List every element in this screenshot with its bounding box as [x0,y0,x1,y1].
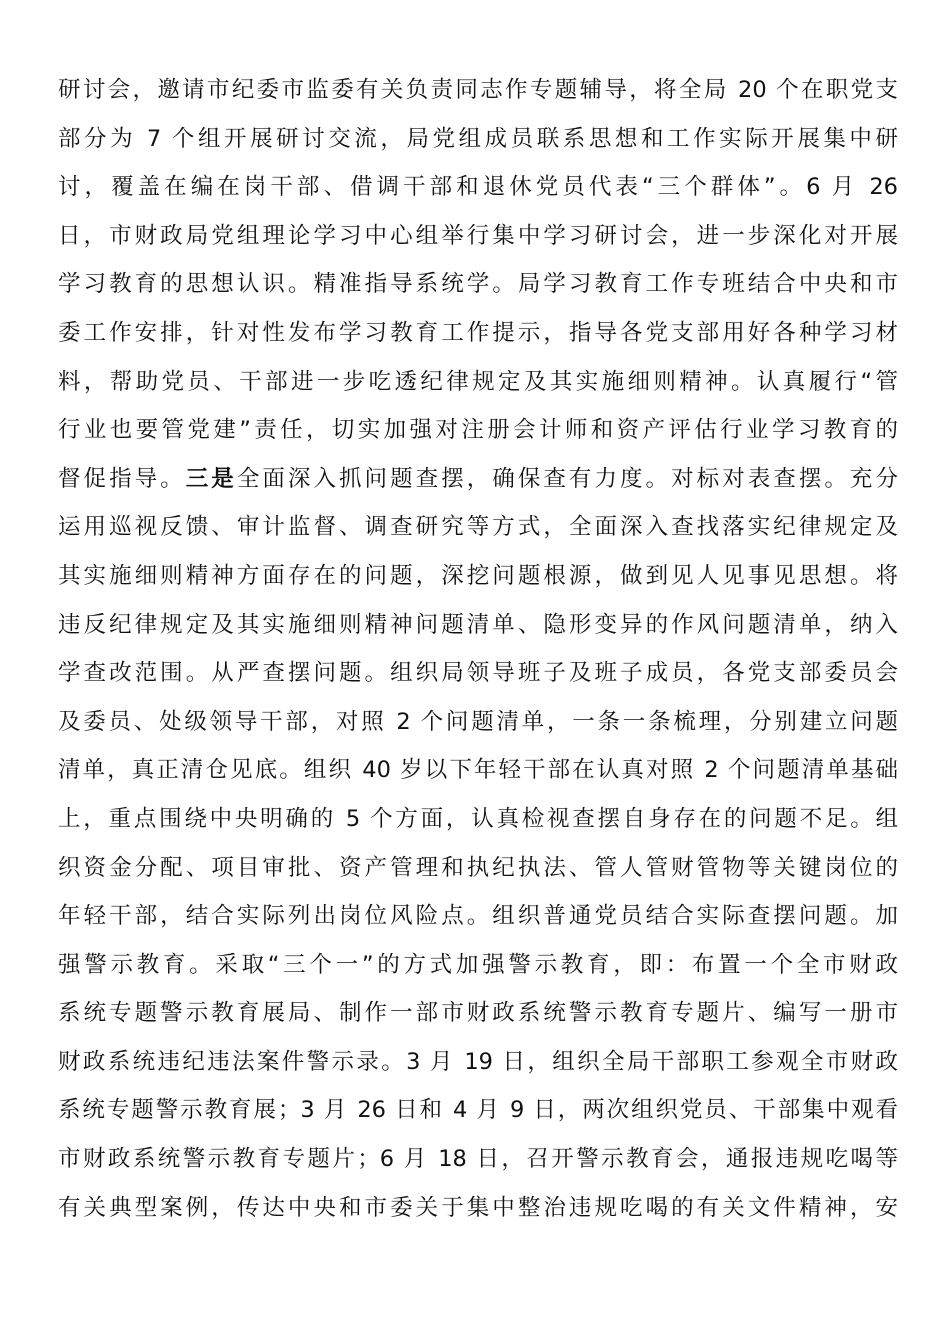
text-line-15: 清单，真正清仓见底。组织 40 岁以下年轻干部在认真对照 2 个问题清单基础 [58,757,898,784]
text-line-16: 上，重点围绕中央明确的 5 个方面，认真检视查摆自身存在的问题不足。组 [58,805,898,832]
text-line-20: 系统专题警示教育展局、制作一部市财政系统警示教育专题片、编写一册市 [58,1000,898,1027]
text-line-11: 其实施细则精神方面存在的问题，深挖问题根源，做到见人见事见思想。将 [58,562,898,589]
text-line-2: 部分为 7 个组开展研讨交流，局党组成员联系思想和工作实际开展集中研 [58,125,898,152]
text-line-22: 系统专题警示教育展；3 月 26 日和 4 月 9 日，两次组织党员、干部集中观看 [58,1097,898,1124]
text-line-1: 研讨会，邀请市纪委市监委有关负责同志作专题辅导，将全局 20 个在职党支 [58,77,898,103]
text-line-24: 有关典型案例，传达中央和市委关于集中整治违规吃喝的有关文件精神，安 [58,1194,898,1221]
text-line-8: 行业也要管党建”责任，切实加强对注册会计师和资产评估行业学习教育的 [58,417,898,444]
text-line-18: 年轻干部，结合实际列出岗位风险点。组织普通党员结合实际查摆问题。加 [58,903,898,930]
text-line-5: 学习教育的思想认识。精准指导系统学。局学习教育工作专班结合中央和市 [58,271,898,298]
body-text [58,66,898,1232]
text-line-12: 违反纪律规定及其实施细则精神问题清单、隐形变异的作风问题清单，纳入 [58,611,898,638]
text-line-10: 运用巡视反馈、审计监督、调查研究等方式，全面深入查找落实纪律规定及 [58,514,898,541]
text-line-23: 市财政系统警示教育专题片；6 月 18 日，召开警示教育会，通报违规吃喝等 [58,1146,898,1173]
text-line-3: 讨，覆盖在编在岗干部、借调干部和退休党员代表“三个群体”。6 月 26 [58,174,898,201]
text-line-9-end: 全面深入抓问题查摆，确保查有力度。对标对表查摆。充分 [236,465,898,492]
section-marker-bold: 三是 [185,465,237,492]
text-line-6: 委工作安排，针对性发布学习教育工作提示，指导各党支部用好各种学习材 [58,319,898,346]
text-line-9 [58,455,898,504]
text-line-9-start: 督促指导。 [58,465,186,492]
text-line-19: 强警示教育。采取“三个一”的方式加强警示教育，即：布置一个全市财政 [58,951,898,978]
text-line-21: 财政系统违纪违法案件警示录。3 月 19 日，组织全局干部职工参观全市财政 [58,1048,898,1075]
text-line-4: 日，市财政局党组理论学习中心组举行集中学习研讨会，进一步深化对开展 [58,222,898,249]
text-line-17: 织资金分配、项目审批、资产管理和执纪执法、管人管财管物等关键岗位的 [58,854,898,881]
text-line-13: 学查改范围。从严查摆问题。组织局领导班子及班子成员，各党支部委员会 [58,660,898,687]
text-line-14: 及委员、处级领导干部，对照 2 个问题清单，一条一条梳理，分别建立问题 [58,708,898,735]
text-line-7: 料，帮助党员、干部进一步吃透纪律规定及其实施细则精神。认真履行“管 [58,368,898,395]
